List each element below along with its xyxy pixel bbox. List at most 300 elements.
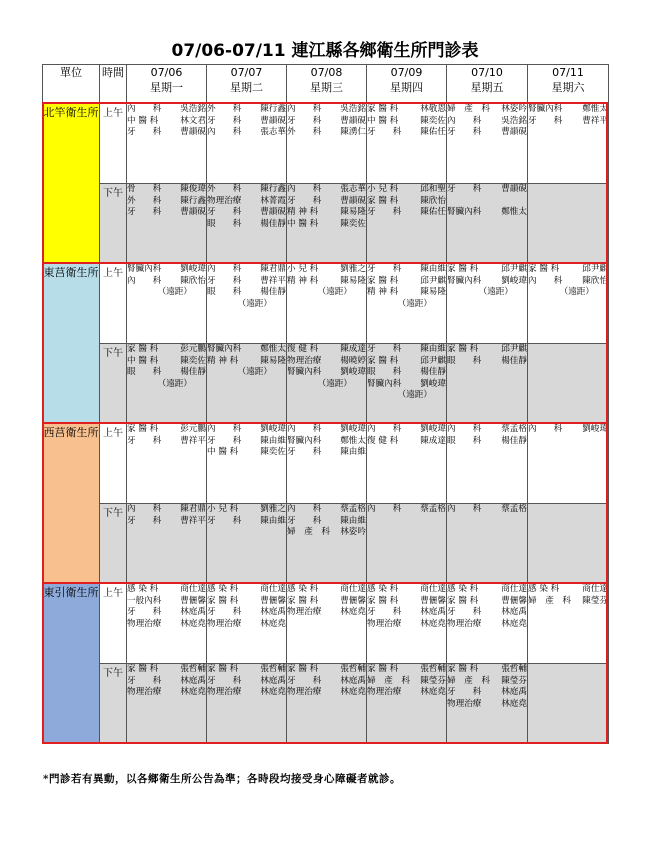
doctor-name: 林庭禹 bbox=[260, 607, 286, 617]
schedule-cell bbox=[528, 664, 609, 744]
schedule-table bbox=[42, 64, 609, 744]
doctor-entry bbox=[207, 356, 286, 368]
doctor-name: 鄭惟太 bbox=[582, 104, 608, 114]
doctor-entry bbox=[367, 287, 446, 299]
doctor-entry bbox=[367, 619, 446, 631]
doctor-name: 林庭堯 bbox=[501, 698, 527, 709]
department-label: 感 染 科 bbox=[207, 584, 239, 594]
department-label: 復 健 科 bbox=[287, 344, 319, 354]
doctor-entry bbox=[287, 184, 366, 196]
doctor-entry bbox=[287, 436, 366, 448]
doctor-name: 林庭禹 bbox=[501, 607, 527, 617]
doctor-entry bbox=[287, 504, 366, 516]
doctor-name: 張哲輔 bbox=[340, 664, 366, 674]
doctor-entry bbox=[447, 664, 527, 676]
department-label: 內 科 bbox=[528, 424, 563, 434]
clinic-row-pm bbox=[43, 184, 609, 264]
doctor-name: 曹祥平 bbox=[180, 435, 206, 446]
department-label: 牙 科 bbox=[447, 607, 482, 617]
doctor-name: 曹儷馨 bbox=[340, 595, 366, 606]
period-morning: 上午 bbox=[100, 104, 127, 184]
department-label: 物理治療 bbox=[127, 618, 162, 629]
doctor-name: 陳君鼎 bbox=[180, 504, 206, 514]
clinic-row-am bbox=[43, 104, 609, 184]
doctor-name: 陳行鑫 bbox=[260, 184, 286, 194]
clinic-row-am bbox=[43, 264, 609, 344]
schedule-cell bbox=[207, 584, 287, 664]
department-label: 牙 科 bbox=[127, 515, 162, 526]
doctor-entry bbox=[367, 664, 446, 676]
telemedicine-note: （遠距） bbox=[317, 378, 352, 389]
doctor-entry bbox=[207, 264, 286, 276]
department-label: 牙 科 bbox=[207, 207, 242, 217]
doctor-name: 林文君 bbox=[180, 115, 206, 126]
doctor-entry bbox=[528, 424, 608, 436]
department-label: 牙 科 bbox=[207, 515, 242, 526]
doctor-name: 林庭堯 bbox=[420, 618, 446, 629]
doctor-name: 劉峻瑋 bbox=[340, 367, 366, 377]
doctor-entry bbox=[127, 424, 206, 436]
department-label: 牙 科 bbox=[367, 127, 402, 137]
doctor-entry bbox=[287, 264, 366, 276]
schedule-cell bbox=[447, 424, 528, 504]
doctor-name: 陳奕佐 bbox=[340, 218, 366, 229]
doctor-name: 劉峻瑋 bbox=[501, 275, 527, 286]
department-label: 腎臟內科 bbox=[528, 104, 563, 114]
doctor-name: 楊佳靜 bbox=[260, 287, 286, 297]
department-label: 家 醫 科 bbox=[367, 195, 399, 206]
doctor-name: 林姿吟 bbox=[501, 104, 527, 114]
doctor-entry bbox=[287, 664, 366, 676]
clinic-row-am bbox=[43, 424, 609, 504]
doctor-entry bbox=[207, 447, 286, 459]
doctor-name: 曹祥平 bbox=[180, 515, 206, 526]
doctor-entry bbox=[367, 264, 446, 276]
schedule-cell bbox=[528, 344, 609, 424]
doctor-name: 曹韻硯 bbox=[501, 127, 527, 137]
department-label: 內 科 bbox=[447, 115, 482, 126]
doctor-name: 陳欣怡 bbox=[180, 275, 206, 286]
department-label: 牙 科 bbox=[207, 115, 242, 126]
doctor-name: 陳易隆 bbox=[420, 287, 446, 297]
schedule-cell bbox=[207, 184, 287, 264]
doctor-name: 林庭堯 bbox=[420, 687, 446, 697]
doctor-entry bbox=[127, 116, 206, 128]
doctor-name: 蔡孟格 bbox=[501, 504, 527, 514]
telemedicine-note: （遠距） bbox=[317, 287, 352, 297]
doctor-name: 林庭禹 bbox=[501, 687, 527, 697]
telemedicine-note: （遠距） bbox=[559, 287, 594, 297]
department-label: 小 兒 科 bbox=[287, 264, 319, 274]
doctor-name: 楊佳靜 bbox=[501, 355, 527, 366]
doctor-entry bbox=[127, 207, 206, 219]
schedule-cell bbox=[287, 104, 367, 184]
department-label: 腎臟內科 bbox=[447, 275, 482, 286]
doctor-name: 林敬恩 bbox=[420, 104, 446, 114]
department-label: 內 科 bbox=[287, 184, 322, 194]
department-label: 內 科 bbox=[287, 504, 322, 514]
department-label: 外 科 bbox=[127, 195, 162, 206]
day-header bbox=[528, 65, 609, 104]
department-label: 牙 科 bbox=[207, 275, 242, 286]
schedule-cell bbox=[127, 104, 207, 184]
department-label: 牙 科 bbox=[367, 207, 402, 217]
day-weekday: 星期三 bbox=[310, 81, 343, 94]
schedule-cell bbox=[367, 104, 447, 184]
doctor-entry bbox=[127, 504, 206, 516]
doctor-entry bbox=[207, 516, 286, 528]
unit-header: 單位 bbox=[43, 65, 100, 104]
department-label: 內 科 bbox=[207, 127, 242, 137]
period-afternoon: 下午 bbox=[100, 344, 127, 424]
department-label: 中 醫 科 bbox=[287, 218, 319, 229]
schedule-cell bbox=[528, 264, 609, 344]
schedule-cell bbox=[528, 504, 609, 584]
department-label: 精 神 科 bbox=[367, 287, 399, 297]
department-label: 牙 科 bbox=[127, 607, 162, 617]
doctor-entry bbox=[447, 196, 527, 208]
day-date: 07/08 bbox=[310, 66, 343, 79]
doctor-name: 陳湧仁 bbox=[340, 127, 366, 137]
department-label: 內 科 bbox=[528, 275, 563, 286]
department-label: 感 染 科 bbox=[127, 584, 159, 594]
department-label: 牙 科 bbox=[447, 687, 482, 697]
doctor-entry bbox=[367, 424, 446, 436]
doctor-name: 邱尹麒 bbox=[582, 264, 608, 274]
telemedicine-note: （遠距） bbox=[237, 367, 272, 377]
doctor-entry bbox=[447, 436, 527, 448]
doctor-entry bbox=[287, 356, 366, 368]
doctor-name: 林菁霞 bbox=[260, 195, 286, 206]
day-date: 07/09 bbox=[390, 66, 423, 79]
department-label: 腎臟內科 bbox=[207, 344, 242, 354]
department-label: 婦 產 科 bbox=[447, 104, 490, 114]
department-label: 家 醫 科 bbox=[367, 104, 399, 114]
doctor-name: 曹儷馨 bbox=[420, 595, 446, 606]
department-label: 眼 科 bbox=[207, 218, 242, 229]
department-label: 眼 科 bbox=[207, 287, 242, 297]
department-label: 牙 科 bbox=[367, 607, 402, 617]
day-date: 07/11 bbox=[552, 66, 584, 79]
department-label: 物理治療 bbox=[287, 687, 322, 697]
doctor-entry bbox=[447, 699, 527, 711]
department-label: 婦 產 科 bbox=[528, 595, 571, 606]
doctor-name: 劉峻瑋 bbox=[340, 424, 366, 434]
doctor-name: 劉峻瑋 bbox=[420, 424, 446, 434]
department-label: 物理治療 bbox=[447, 698, 482, 709]
department-label: 物理治療 bbox=[207, 687, 242, 697]
doctor-name: 曹韻硯 bbox=[180, 207, 206, 217]
doctor-name: 林庭禹 bbox=[180, 675, 206, 686]
department-label: 物理治療 bbox=[287, 355, 322, 366]
schedule-cell bbox=[287, 504, 367, 584]
doctor-entry bbox=[287, 196, 366, 208]
day-header bbox=[207, 65, 287, 104]
day-weekday: 星期二 bbox=[230, 81, 263, 94]
department-label: 牙 科 bbox=[127, 675, 162, 686]
doctor-entry bbox=[287, 367, 366, 379]
department-label: 感 染 科 bbox=[447, 584, 479, 594]
doctor-entry bbox=[447, 607, 527, 619]
doctor-entry bbox=[207, 619, 286, 631]
department-label: 家 醫 科 bbox=[127, 424, 159, 434]
department-label: 家 醫 科 bbox=[367, 595, 399, 606]
schedule-cell bbox=[287, 584, 367, 664]
doctor-name: 陳由維 bbox=[420, 344, 446, 354]
doctor-name: 陳易隆 bbox=[340, 275, 366, 286]
doctor-name: 劉峻瑋 bbox=[260, 424, 286, 434]
doctor-name: 陳由維 bbox=[260, 435, 286, 446]
doctor-name: 曹韻硯 bbox=[260, 207, 286, 217]
doctor-name: 商仕達 bbox=[420, 584, 446, 594]
department-label: 牙 科 bbox=[127, 435, 162, 446]
doctor-entry bbox=[287, 676, 366, 688]
department-label: 婦 產 科 bbox=[447, 675, 490, 686]
doctor-entry bbox=[287, 116, 366, 128]
department-label: 骨 科 bbox=[127, 184, 162, 194]
doctor-entry bbox=[207, 664, 286, 676]
department-label: 內 科 bbox=[287, 424, 322, 434]
doctor-name: 陳瑩芬 bbox=[501, 675, 527, 686]
clinic-name: 東引衛生所 bbox=[43, 584, 100, 744]
department-label: 眼 科 bbox=[447, 435, 482, 446]
doctor-entry bbox=[207, 687, 286, 699]
clinic-row-pm bbox=[43, 344, 609, 424]
doctor-entry bbox=[207, 504, 286, 516]
doctor-name: 陳易隆 bbox=[260, 355, 286, 366]
department-label: 物理治療 bbox=[127, 687, 162, 697]
doctor-name: 楊佳靜 bbox=[420, 367, 446, 377]
department-label: 內 科 bbox=[367, 504, 402, 514]
department-label: 眼 科 bbox=[127, 367, 162, 377]
doctor-name: 林庭堯 bbox=[260, 687, 286, 697]
department-label: 中 醫 科 bbox=[367, 115, 399, 126]
department-label: 家 醫 科 bbox=[207, 664, 239, 674]
doctor-entry bbox=[367, 116, 446, 128]
department-label: 腎臟內科 bbox=[287, 435, 322, 446]
doctor-entry bbox=[367, 356, 446, 368]
department-label: 腎臟內科 bbox=[127, 264, 162, 274]
doctor-entry bbox=[367, 196, 446, 208]
doctor-name: 吳浩銘 bbox=[180, 104, 206, 114]
doctor-entry bbox=[447, 184, 527, 196]
doctor-entry bbox=[447, 344, 527, 356]
doctor-name: 蔡孟格 bbox=[420, 504, 446, 514]
department-label: 物理治療 bbox=[367, 687, 402, 697]
doctor-entry bbox=[127, 104, 206, 116]
doctor-name: 陳易隆 bbox=[340, 207, 366, 217]
schedule-cell bbox=[127, 424, 207, 504]
day-date: 07/10 bbox=[471, 66, 503, 79]
doctor-entry bbox=[127, 276, 206, 288]
doctor-name: 曹韻硯 bbox=[501, 184, 527, 194]
schedule-cell bbox=[528, 104, 609, 184]
department-label: 家 醫 科 bbox=[127, 664, 159, 674]
doctor-name: 林庭禹 bbox=[340, 675, 366, 686]
department-label: 物理治療 bbox=[207, 618, 242, 629]
doctor-entry bbox=[127, 516, 206, 528]
doctor-entry bbox=[207, 276, 286, 288]
day-header bbox=[447, 65, 528, 104]
doctor-entry bbox=[367, 184, 446, 196]
schedule-cell bbox=[287, 424, 367, 504]
department-label: 感 染 科 bbox=[287, 584, 319, 594]
doctor-entry bbox=[528, 116, 608, 128]
schedule-cell bbox=[367, 424, 447, 504]
department-label: 腎臟內科 bbox=[447, 207, 482, 217]
department-label: 外 科 bbox=[207, 184, 242, 194]
telemedicine-note: （遠距） bbox=[478, 287, 513, 297]
day-header bbox=[287, 65, 367, 104]
doctor-entry bbox=[207, 207, 286, 219]
doctor-entry bbox=[447, 424, 527, 436]
department-label: 牙 科 bbox=[207, 435, 242, 446]
doctor-entry bbox=[287, 687, 366, 699]
department-label: 家 醫 科 bbox=[367, 355, 399, 366]
clinic-name: 西莒衛生所 bbox=[43, 424, 100, 584]
doctor-entry bbox=[207, 196, 286, 208]
doctor-name: 楊佳靜 bbox=[260, 218, 286, 229]
department-label: 內 科 bbox=[447, 424, 482, 434]
doctor-name: 陳成達 bbox=[420, 435, 446, 446]
department-label: 內 科 bbox=[127, 104, 162, 114]
doctor-name: 邱尹麒 bbox=[501, 344, 527, 354]
doctor-name: 陳奕佐 bbox=[260, 447, 286, 457]
department-label: 內 科 bbox=[367, 424, 402, 434]
schedule-cell bbox=[447, 504, 528, 584]
day-weekday: 星期五 bbox=[470, 81, 504, 94]
doctor-name: 張哲輔 bbox=[260, 664, 286, 674]
doctor-entry bbox=[127, 619, 206, 631]
doctor-name: 曹韻硯 bbox=[180, 127, 206, 137]
doctor-entry bbox=[127, 584, 206, 596]
period-morning: 上午 bbox=[100, 584, 127, 664]
doctor-name: 曹祥平 bbox=[260, 275, 286, 286]
doctor-name: 曹儷馨 bbox=[260, 595, 286, 606]
department-label: 精 神 科 bbox=[207, 355, 239, 366]
doctor-entry bbox=[127, 676, 206, 688]
doctor-name: 張志華 bbox=[260, 127, 286, 137]
doctor-entry bbox=[367, 127, 446, 139]
doctor-name: 楊曉婷 bbox=[340, 355, 366, 366]
schedule-cell bbox=[447, 264, 528, 344]
schedule-cell bbox=[447, 664, 528, 744]
schedule-cell bbox=[127, 584, 207, 664]
department-label: 家 醫 科 bbox=[367, 664, 399, 674]
department-label: 家 醫 科 bbox=[287, 664, 319, 674]
doctor-name: 陳欣怡 bbox=[420, 195, 446, 206]
department-label: 內 科 bbox=[127, 275, 162, 286]
schedule-cell bbox=[207, 504, 287, 584]
doctor-name: 林庭堯 bbox=[180, 687, 206, 697]
doctor-entry bbox=[207, 607, 286, 619]
doctor-entry bbox=[127, 664, 206, 676]
department-label: 家 醫 科 bbox=[528, 264, 560, 274]
doctor-name: 張哲輔 bbox=[501, 664, 527, 674]
doctor-entry bbox=[287, 596, 366, 608]
doctor-name: 林庭堯 bbox=[501, 618, 527, 629]
doctor-name: 陳俊瑋 bbox=[180, 184, 206, 194]
doctor-name: 劉峻瑋 bbox=[180, 264, 206, 274]
department-label: 內 科 bbox=[207, 264, 242, 274]
doctor-name: 商仕達 bbox=[180, 584, 206, 594]
department-label: 感 染 科 bbox=[367, 584, 399, 594]
doctor-name: 邱和聖 bbox=[420, 184, 446, 194]
doctor-entry bbox=[367, 676, 446, 688]
doctor-entry bbox=[127, 596, 206, 608]
doctor-name: 鄭惟太 bbox=[340, 435, 366, 446]
doctor-name: 楊佳靜 bbox=[180, 367, 206, 377]
doctor-name: 陳瑩芬 bbox=[420, 675, 446, 686]
doctor-entry bbox=[447, 116, 527, 128]
doctor-name: 劉峻瑋 bbox=[582, 424, 608, 434]
clinic-row-am bbox=[43, 584, 609, 664]
day-weekday: 星期六 bbox=[551, 81, 585, 94]
doctor-entry bbox=[207, 436, 286, 448]
doctor-entry bbox=[127, 344, 206, 356]
doctor-entry bbox=[287, 584, 366, 596]
schedule-cell bbox=[287, 184, 367, 264]
department-label: 內 科 bbox=[207, 424, 242, 434]
department-label: 牙 科 bbox=[127, 207, 162, 217]
department-label: 家 醫 科 bbox=[367, 275, 399, 286]
schedule-cell bbox=[287, 664, 367, 744]
doctor-name: 陳佑任 bbox=[420, 127, 446, 137]
doctor-entry bbox=[287, 104, 366, 116]
doctor-entry bbox=[207, 104, 286, 116]
doctor-name: 陳瑩芬 bbox=[582, 595, 608, 606]
doctor-name: 曹祥平 bbox=[582, 115, 608, 126]
doctor-entry bbox=[127, 607, 206, 619]
header-row bbox=[43, 65, 609, 104]
schedule-cell bbox=[127, 504, 207, 584]
department-label: 中 醫 科 bbox=[127, 355, 159, 366]
doctor-name: 林庭堯 bbox=[260, 618, 286, 629]
schedule-cell bbox=[447, 344, 528, 424]
telemedicine-note: （遠距） bbox=[157, 378, 192, 389]
department-label: 家 醫 科 bbox=[127, 344, 159, 354]
doctor-entry bbox=[367, 607, 446, 619]
doctor-name: 陳佑任 bbox=[420, 207, 446, 217]
department-label: 家 醫 科 bbox=[447, 264, 479, 274]
department-label: 小 兒 科 bbox=[367, 184, 399, 194]
doctor-name: 林庭禹 bbox=[260, 675, 286, 686]
doctor-entry bbox=[528, 264, 608, 276]
department-label: 內 科 bbox=[447, 504, 482, 514]
schedule-cell bbox=[367, 264, 447, 344]
doctor-entry bbox=[367, 687, 446, 699]
doctor-entry bbox=[367, 344, 446, 356]
department-label: 一般內科 bbox=[127, 595, 162, 606]
schedule-cell bbox=[367, 344, 447, 424]
clinic-row-pm bbox=[43, 664, 609, 744]
schedule-cell bbox=[287, 264, 367, 344]
page-title: 07/06-07/11 連江縣各鄉衛生所門診表 bbox=[171, 41, 479, 61]
doctor-entry bbox=[528, 276, 608, 288]
department-label: 牙 科 bbox=[127, 127, 162, 137]
doctor-entry bbox=[447, 356, 527, 368]
schedule-cell bbox=[207, 344, 287, 424]
schedule-cell bbox=[127, 264, 207, 344]
schedule-cell bbox=[207, 424, 287, 504]
doctor-entry bbox=[207, 219, 286, 231]
schedule-cell bbox=[528, 184, 609, 264]
department-label: 精 神 科 bbox=[287, 207, 319, 217]
doctor-name: 劉雅之 bbox=[260, 504, 286, 514]
doctor-name: 商仕達 bbox=[340, 584, 366, 594]
department-label: 婦 產 科 bbox=[287, 527, 330, 537]
doctor-entry bbox=[207, 287, 286, 299]
